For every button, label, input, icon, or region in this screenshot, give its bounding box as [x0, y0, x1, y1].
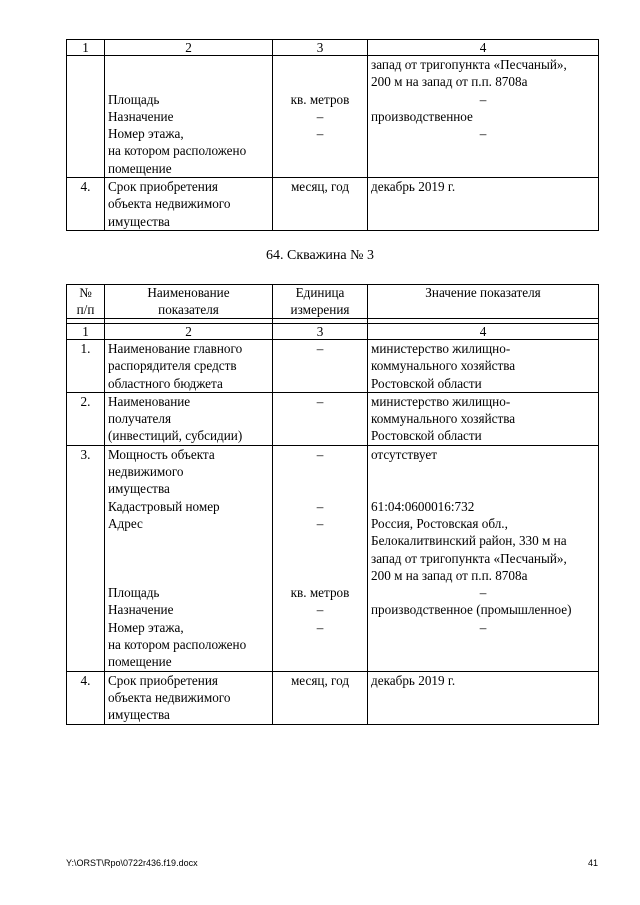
- column-number-row: [67, 40, 599, 56]
- row-number: 3.: [67, 445, 105, 671]
- text-line: на котором расположено: [108, 637, 247, 653]
- table-row: [67, 392, 599, 445]
- text-line: распорядителя средств: [108, 358, 237, 374]
- text-line: –: [479, 91, 487, 107]
- indicator-name-cell: [105, 671, 273, 724]
- row-number: 4.: [67, 178, 105, 231]
- text-line: [276, 56, 364, 73]
- text-line: [108, 73, 269, 90]
- text-line: [371, 480, 595, 497]
- value-cell: [368, 445, 599, 671]
- row-number: 1.: [67, 340, 105, 393]
- text-line: коммунального хозяйства: [371, 358, 516, 374]
- text-line: Наименование: [108, 393, 191, 409]
- indicator-name-cell: [105, 445, 273, 671]
- text-line: п/п: [76, 301, 95, 317]
- col-num-3: 3: [273, 40, 368, 56]
- text-line: –: [316, 393, 324, 409]
- text-line: (инвестиций, субсидии): [108, 428, 243, 444]
- header-value: [368, 285, 599, 319]
- text-line: кв. метров: [290, 585, 350, 601]
- row-number: 4.: [67, 671, 105, 724]
- text-line: кв. метров: [290, 91, 350, 107]
- text-line: [108, 550, 269, 567]
- text-line: Белокалитвинский район, 330 м на: [371, 533, 567, 549]
- unit-cell: [273, 178, 368, 231]
- text-line: Назначение: [108, 108, 174, 124]
- unit-cell: [273, 340, 368, 393]
- text-line: показателя: [158, 301, 219, 317]
- text-line: декабрь 2019 г.: [371, 179, 456, 195]
- text-line: [276, 463, 364, 480]
- footer-file-path: Y:\ORST\Rpo\0722r436.f19.docx: [66, 858, 198, 868]
- text-line: [371, 463, 595, 480]
- text-line: Срок приобретения: [108, 179, 218, 195]
- text-line: 200 м на запад от п.п. 8708а: [371, 74, 528, 90]
- unit-cell: [273, 445, 368, 671]
- value-cell: [368, 340, 599, 393]
- text-line: –: [316, 341, 324, 356]
- continuation-table: [66, 39, 599, 231]
- text-line: получателя: [108, 411, 172, 427]
- text-line: министерство жилищно-: [371, 393, 511, 409]
- text-line: имущества: [108, 481, 170, 497]
- text-line: Россия, Ростовская обл.,: [371, 515, 508, 531]
- text-line: Назначение: [108, 602, 174, 618]
- text-line: [108, 567, 269, 584]
- text-line: объекта недвижимого: [108, 196, 231, 212]
- section-title: 64. Скважина № 3: [265, 248, 374, 263]
- text-line: №: [79, 285, 92, 300]
- text-line: помещение: [108, 654, 172, 670]
- table-row: [67, 671, 599, 724]
- text-line: помещение: [108, 160, 172, 176]
- text-line: Номер этажа,: [108, 126, 184, 142]
- unit-cell: [273, 56, 368, 178]
- text-line: –: [479, 126, 487, 142]
- table-row: [67, 178, 599, 231]
- col-num-4: 4: [368, 324, 599, 340]
- text-line: Наименование главного: [108, 341, 243, 356]
- text-line: Значение показателя: [425, 285, 541, 300]
- text-line: коммунального хозяйства: [371, 411, 516, 427]
- text-line: Площадь: [108, 585, 160, 601]
- col-num-1: 1: [67, 40, 105, 56]
- indicator-name-cell: [105, 392, 273, 445]
- text-line: –: [316, 619, 324, 635]
- text-line: Площадь: [108, 91, 160, 107]
- text-line: –: [316, 126, 324, 142]
- text-line: Единица: [295, 285, 345, 300]
- text-line: отсутствует: [371, 446, 437, 462]
- text-line: [276, 550, 364, 567]
- header-name: [105, 285, 273, 319]
- text-line: недвижимого: [108, 464, 184, 480]
- text-line: запад от тригопункта «Песчаный»,: [371, 550, 567, 566]
- value-cell: [368, 56, 599, 178]
- text-line: Наименование: [147, 285, 230, 300]
- text-line: 61:04:0600016:732: [371, 498, 475, 514]
- text-line: измерения: [290, 301, 350, 317]
- text-line: Мощность объекта: [108, 446, 215, 462]
- text-line: Номер этажа,: [108, 619, 184, 635]
- text-line: Кадастровый номер: [108, 498, 220, 514]
- unit-cell: [273, 392, 368, 445]
- col-num-3: 3: [273, 324, 368, 340]
- text-line: на котором расположено: [108, 143, 247, 159]
- text-line: объекта недвижимого: [108, 689, 231, 705]
- unit-cell: [273, 671, 368, 724]
- indicator-name-cell: [105, 56, 273, 178]
- text-line: Адрес: [108, 515, 143, 531]
- text-line: Ростовской области: [371, 375, 482, 391]
- value-cell: [368, 178, 599, 231]
- col-num-1: 1: [67, 324, 105, 340]
- text-line: декабрь 2019 г.: [371, 672, 456, 688]
- row-number: 2.: [67, 392, 105, 445]
- row-number: [67, 56, 105, 178]
- text-line: месяц, год: [290, 179, 350, 195]
- page-number: 41: [587, 858, 598, 868]
- header-num: [67, 285, 105, 319]
- column-number-row: [67, 324, 599, 340]
- text-line: [276, 532, 364, 549]
- col-num-2: 2: [105, 40, 273, 56]
- text-line: –: [479, 619, 487, 635]
- text-line: Ростовской области: [371, 428, 482, 444]
- text-line: –: [316, 108, 324, 124]
- text-line: [276, 480, 364, 497]
- text-line: министерство жилищно-: [371, 341, 511, 356]
- text-line: производственное (промышленное): [371, 602, 572, 618]
- text-line: –: [316, 446, 324, 462]
- col-num-2: 2: [105, 324, 273, 340]
- table-row: [67, 56, 599, 178]
- text-line: [108, 56, 269, 73]
- text-line: 200 м на запад от п.п. 8708а: [371, 567, 528, 583]
- text-line: Срок приобретения: [108, 672, 218, 688]
- text-line: –: [316, 498, 324, 514]
- indicator-name-cell: [105, 178, 273, 231]
- value-cell: [368, 392, 599, 445]
- text-line: –: [316, 515, 324, 531]
- text-line: имущества: [108, 213, 170, 229]
- text-line: [108, 532, 269, 549]
- text-line: имущества: [108, 707, 170, 723]
- text-line: запад от тригопункта «Песчаный»,: [371, 57, 567, 72]
- header-unit: [273, 285, 368, 319]
- text-line: областного бюджета: [108, 375, 223, 391]
- text-line: месяц, год: [290, 672, 350, 688]
- value-cell: [368, 671, 599, 724]
- col-num-4: 4: [368, 40, 599, 56]
- text-line: производственное: [371, 108, 473, 124]
- text-line: –: [479, 585, 487, 601]
- text-line: [276, 567, 364, 584]
- table-row: [67, 340, 599, 393]
- table-row: [67, 445, 599, 671]
- text-line: –: [316, 602, 324, 618]
- table-header-row: [67, 285, 599, 319]
- indicator-name-cell: [105, 340, 273, 393]
- text-line: [276, 73, 364, 90]
- indicators-table: [66, 284, 599, 725]
